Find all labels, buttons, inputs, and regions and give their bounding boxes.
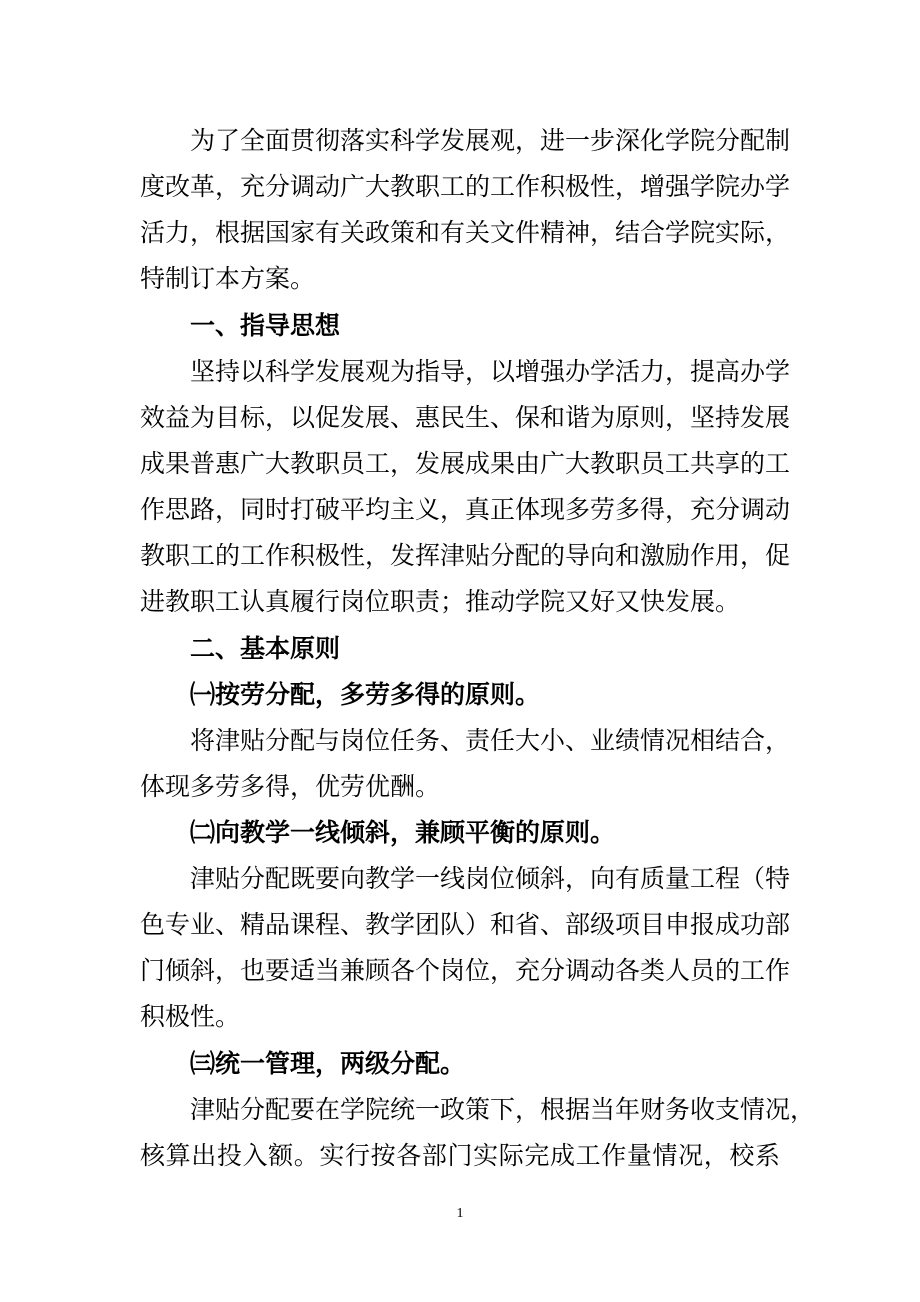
guiding-line-5: 教职工的工作积极性，发挥津贴分配的导向和激励作用，促 — [140, 541, 791, 570]
section-heading-guiding: 一、指导思想 — [190, 311, 341, 340]
guiding-line-6: 进教职工认真履行岗位职责；推动学院又好又快发展。 — [140, 587, 741, 616]
principle-2-line-3: 门倾斜，也要适当兼顾各个岗位，充分调动各类人员的工作 — [140, 956, 791, 985]
principle-3-line-2: 核算出投入额。实行按各部门实际完成工作量情况，校系 — [140, 1141, 780, 1170]
principle-2-line-2: 色专业、精品课程、教学团队）和省、部级项目申报成功部 — [140, 910, 791, 939]
principle-1-line-2: 体现多劳多得，优劳优酬。 — [140, 772, 441, 801]
section-heading-principles: 二、基本原则 — [190, 634, 341, 663]
guiding-line-1: 坚持以科学发展观为指导，以增强办学活力，提高办学 — [190, 357, 791, 386]
intro-line-3: 活力，根据国家有关政策和有关文件精神，结合学院实际， — [140, 218, 791, 247]
guiding-line-4: 作思路，同时打破平均主义，真正体现多劳多得，充分调动 — [140, 495, 791, 524]
intro-line-2: 度改革，充分调动广大教职工的工作积极性，增强学院办学 — [140, 172, 791, 201]
intro-line-4: 特制订本方案。 — [140, 264, 316, 293]
subheading-principle-2: ㈡向教学一线倾斜，兼顾平衡的原则。 — [190, 818, 616, 847]
subheading-principle-1: ㈠按劳分配，多劳多得的原则。 — [190, 680, 541, 709]
principle-3-line-1: 津贴分配要在学院统一政策下，根据当年财务收支情况， — [190, 1095, 816, 1124]
guiding-line-2: 效益为目标，以促发展、惠民生、保和谐为原则，坚持发展 — [140, 403, 791, 432]
subheading-principle-3: ㈢统一管理，两级分配。 — [190, 1049, 466, 1078]
guiding-line-3: 成果普惠广大教职员工，发展成果由广大教职员工共享的工 — [140, 449, 791, 478]
principle-2-line-4: 积极性。 — [140, 1002, 241, 1031]
principle-1-line-1: 将津贴分配与岗位任务、责任大小、业绩情况相结合， — [190, 726, 791, 755]
principle-2-line-1: 津贴分配既要向教学一线岗位倾斜，向有质量工程（特 — [190, 864, 791, 893]
page-number: 1 — [456, 1206, 464, 1221]
intro-line-1: 为了全面贯彻落实科学发展观，进一步深化学院分配制 — [190, 126, 791, 155]
